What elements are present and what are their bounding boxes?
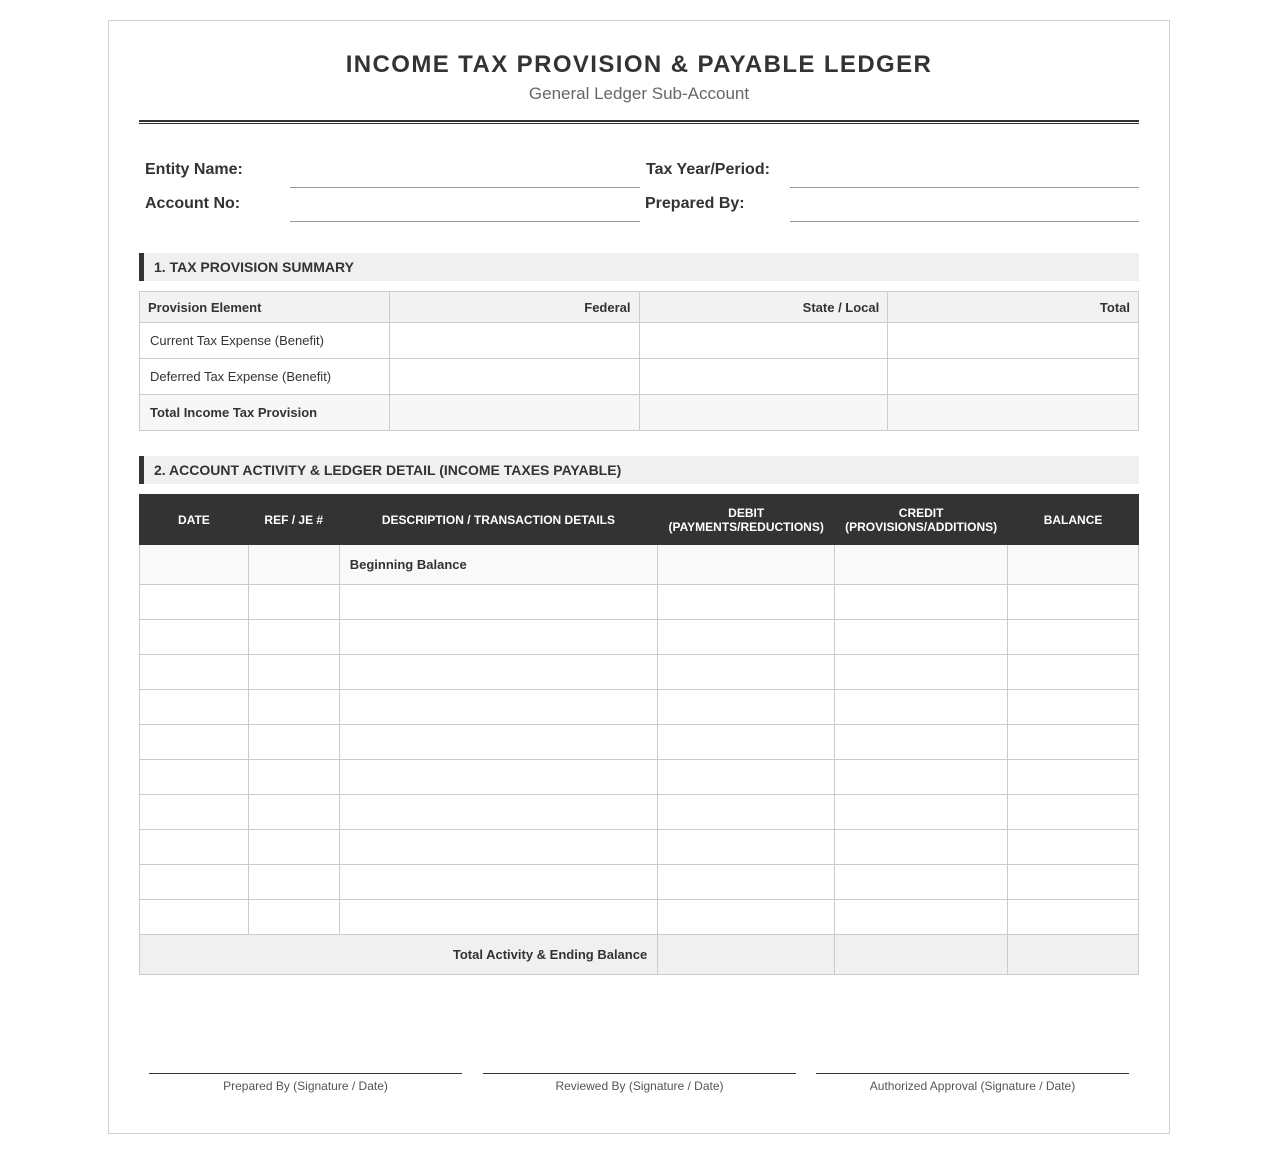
table-row xyxy=(140,725,1139,760)
prepared-signature-line[interactable] xyxy=(149,1073,462,1074)
col-credit-label: CREDIT xyxy=(898,505,944,520)
reviewed-signature-label: Reviewed By (Signature / Date) xyxy=(555,1079,724,1093)
total-cell[interactable] xyxy=(888,395,1139,431)
credit-cell[interactable] xyxy=(835,620,1008,655)
tax-provision-table xyxy=(139,291,1139,431)
description-cell[interactable] xyxy=(339,760,657,795)
ref-cell[interactable] xyxy=(248,830,339,865)
ledger-header-row xyxy=(140,495,1139,545)
federal-cell[interactable] xyxy=(389,323,639,359)
balance-cell[interactable] xyxy=(1008,900,1139,935)
state-cell[interactable] xyxy=(639,395,888,431)
debit-cell[interactable] xyxy=(658,620,835,655)
col-credit xyxy=(835,495,1008,545)
col-balance: BALANCE xyxy=(1008,495,1139,545)
approval-signature-line[interactable] xyxy=(816,1073,1129,1074)
ref-cell[interactable] xyxy=(248,620,339,655)
section-tax-provision-heading: 1. TAX PROVISION SUMMARY xyxy=(139,253,1139,281)
description-cell[interactable] xyxy=(339,690,657,725)
approval-signature-label: Authorized Approval (Signature / Date) xyxy=(869,1079,1076,1093)
ref-cell[interactable] xyxy=(248,760,339,795)
credit-cell[interactable] xyxy=(835,585,1008,620)
total-credit-cell[interactable] xyxy=(835,935,1008,975)
ledger-total-row xyxy=(140,935,1139,975)
debit-cell[interactable] xyxy=(658,760,835,795)
state-cell[interactable] xyxy=(639,359,888,395)
table-row xyxy=(140,323,1139,359)
account-no-field[interactable] xyxy=(290,221,640,222)
balance-cell[interactable] xyxy=(1008,865,1139,900)
title-divider xyxy=(139,120,1139,124)
prepared-by-label: Prepared By: xyxy=(645,195,745,212)
col-provision-element: Provision Element xyxy=(140,292,390,323)
total-debit-cell[interactable] xyxy=(658,935,835,975)
debit-cell[interactable] xyxy=(658,830,835,865)
table-row xyxy=(140,655,1139,690)
table-total-row xyxy=(140,395,1139,431)
date-cell[interactable] xyxy=(140,655,249,690)
beginning-balance-row xyxy=(140,545,1139,585)
balance-cell[interactable] xyxy=(1008,830,1139,865)
table-row xyxy=(140,865,1139,900)
credit-cell[interactable] xyxy=(835,865,1008,900)
credit-cell[interactable] xyxy=(835,795,1008,830)
table-row xyxy=(140,760,1139,795)
debit-cell[interactable] xyxy=(658,725,835,760)
balance-cell[interactable] xyxy=(1008,620,1139,655)
date-cell[interactable] xyxy=(140,545,249,585)
entity-name-field[interactable] xyxy=(290,187,640,188)
row-label: Current Tax Expense (Benefit) xyxy=(140,323,390,359)
entity-name-label: Entity Name: xyxy=(145,161,243,178)
ref-cell[interactable] xyxy=(248,655,339,690)
debit-cell[interactable] xyxy=(658,545,835,585)
ref-cell[interactable] xyxy=(248,585,339,620)
credit-cell[interactable] xyxy=(835,725,1008,760)
tax-year-field[interactable] xyxy=(790,187,1139,188)
date-cell[interactable] xyxy=(140,690,249,725)
ledger-table xyxy=(139,494,1139,975)
reviewed-signature-line[interactable] xyxy=(483,1073,796,1074)
credit-cell[interactable] xyxy=(835,760,1008,795)
prepared-by-field[interactable] xyxy=(790,221,1139,222)
date-cell[interactable] xyxy=(140,865,249,900)
balance-cell[interactable] xyxy=(1008,725,1139,760)
ref-cell[interactable] xyxy=(248,545,339,585)
table-row xyxy=(140,620,1139,655)
row-label: Total Income Tax Provision xyxy=(140,395,390,431)
credit-cell[interactable] xyxy=(835,545,1008,585)
col-date: DATE xyxy=(140,495,249,545)
table-row xyxy=(140,795,1139,830)
total-cell[interactable] xyxy=(888,359,1139,395)
col-debit-label: DEBIT xyxy=(728,505,765,520)
total-label: Total Activity & Ending Balance xyxy=(140,935,658,975)
table-row xyxy=(140,690,1139,725)
ending-balance-cell[interactable] xyxy=(1008,935,1139,975)
balance-cell[interactable] xyxy=(1008,690,1139,725)
col-debit xyxy=(658,495,835,545)
description-cell[interactable] xyxy=(339,655,657,690)
date-cell[interactable] xyxy=(140,795,249,830)
description-cell[interactable] xyxy=(339,585,657,620)
description-cell[interactable] xyxy=(339,865,657,900)
document-subtitle: General Ledger Sub-Account xyxy=(528,84,750,103)
balance-cell[interactable] xyxy=(1008,795,1139,830)
col-credit-sub: (PROVISIONS/ADDITIONS) xyxy=(845,519,998,534)
balance-cell[interactable] xyxy=(1008,545,1139,585)
debit-cell[interactable] xyxy=(658,865,835,900)
credit-cell[interactable] xyxy=(835,900,1008,935)
col-federal: Federal xyxy=(389,292,639,323)
ref-cell[interactable] xyxy=(248,900,339,935)
credit-cell[interactable] xyxy=(835,690,1008,725)
debit-cell[interactable] xyxy=(658,795,835,830)
account-no-label: Account No: xyxy=(145,195,241,212)
date-cell[interactable] xyxy=(140,760,249,795)
ref-cell[interactable] xyxy=(248,795,339,830)
federal-cell[interactable] xyxy=(389,359,639,395)
table-header-row xyxy=(140,292,1139,323)
table-row xyxy=(140,900,1139,935)
description-cell[interactable] xyxy=(339,830,657,865)
section-ledger-heading: 2. ACCOUNT ACTIVITY & LEDGER DETAIL (INCOME TAXES PAYABLE) xyxy=(139,456,1139,484)
description-cell[interactable] xyxy=(339,795,657,830)
debit-cell[interactable] xyxy=(658,655,835,690)
description-cell[interactable] xyxy=(339,900,657,935)
col-ref: REF / JE # xyxy=(248,495,339,545)
date-cell[interactable] xyxy=(140,725,249,760)
table-row xyxy=(140,830,1139,865)
ref-cell[interactable] xyxy=(248,725,339,760)
col-total: Total xyxy=(888,292,1139,323)
credit-cell[interactable] xyxy=(835,830,1008,865)
balance-cell[interactable] xyxy=(1008,585,1139,620)
description-cell: Beginning Balance xyxy=(339,545,657,585)
prepared-signature-label: Prepared By (Signature / Date) xyxy=(223,1079,388,1093)
col-debit-sub: (PAYMENTS/REDUCTIONS) xyxy=(668,519,824,534)
balance-cell[interactable] xyxy=(1008,760,1139,795)
col-state-local: State / Local xyxy=(639,292,888,323)
ref-cell[interactable] xyxy=(248,690,339,725)
total-cell[interactable] xyxy=(888,323,1139,359)
balance-cell[interactable] xyxy=(1008,655,1139,690)
row-label: Deferred Tax Expense (Benefit) xyxy=(140,359,390,395)
debit-cell[interactable] xyxy=(658,585,835,620)
debit-cell[interactable] xyxy=(658,690,835,725)
description-cell[interactable] xyxy=(339,725,657,760)
ledger-page xyxy=(108,20,1170,1134)
date-cell[interactable] xyxy=(140,620,249,655)
table-row xyxy=(140,585,1139,620)
tax-year-label: Tax Year/Period: xyxy=(646,161,770,178)
state-cell[interactable] xyxy=(639,323,888,359)
document-title: INCOME TAX PROVISION & PAYABLE LEDGER xyxy=(345,51,933,78)
table-row xyxy=(140,359,1139,395)
date-cell[interactable] xyxy=(140,900,249,935)
debit-cell[interactable] xyxy=(658,900,835,935)
description-cell[interactable] xyxy=(339,620,657,655)
col-description: DESCRIPTION / TRANSACTION DETAILS xyxy=(339,495,657,545)
date-cell[interactable] xyxy=(140,830,249,865)
credit-cell[interactable] xyxy=(835,655,1008,690)
ref-cell[interactable] xyxy=(248,865,339,900)
date-cell[interactable] xyxy=(140,585,249,620)
federal-cell[interactable] xyxy=(389,395,639,431)
